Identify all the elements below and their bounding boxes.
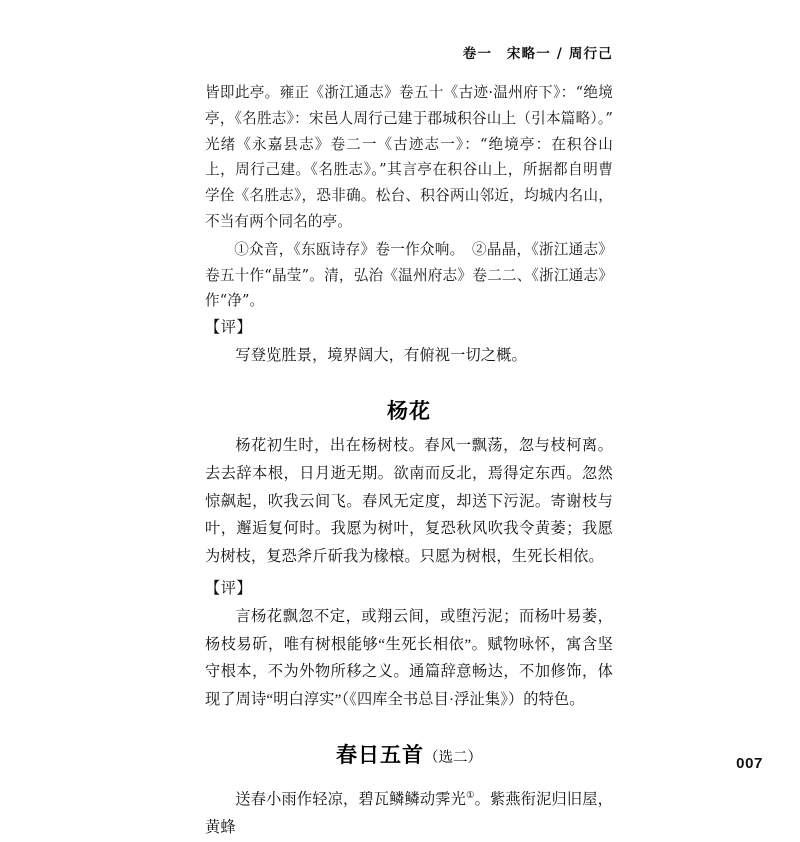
poem-body-chunri-part2: 。紫燕衔泥归旧屋，黄蜂 [205,791,613,837]
poem-body-chunri-part1: 送春小雨作轻凉，碧瓦鳞鳞动霁光 [235,791,467,809]
comment-body-1: 写登览胜景，境界阔大，有俯视一切之概。 [235,346,527,364]
comment-heading-1: 【评】 [205,319,253,337]
title-spacer [205,423,613,432]
footnote-paragraph: ①众音，《东瓯诗存》卷一作众响。 ②晶晶，《浙江通志》卷五十作“晶莹”。清，弘治《温州府志》卷二二、《浙江通志》作“净”。 [205,240,613,310]
poem-title-chunri-main: 春日五首 [336,744,424,768]
footnote-marker-1: ① [466,791,475,802]
text-column [205,80,613,842]
poem-title-yanghua: 杨花 [387,400,431,424]
section-spacer-2 [205,713,613,744]
running-head: 卷一 宋略一 / 周行己 [462,46,613,62]
page-number: 007 [736,755,763,772]
poem-body-chunri [205,786,613,841]
comment-heading-2: 【评】 [205,580,253,598]
title-spacer-2 [205,767,613,786]
poem-title-chunri [205,744,613,767]
section-spacer [205,369,613,400]
comment-body-2: 言杨花飘忽不定，或翔云间，或堕污泥；而杨叶易萎，杨枝易斫，唯有树根能够“生死长相依”。赋物咏怀，寓含坚守根本，不为外物所移之义。通篇辞意畅达，不加修饰，体现了周诗“明白淳实”（《四库全书总目·浮沚集》）的特色。 [205,608,613,708]
poem-title-chunri-sub: （选二） [424,750,482,767]
poem-body-yanghua: 杨花初生时，出在杨树枝。春风一飘荡，忽与枝柯离。去去辞本根，日月逝无期。欲南而反北，焉得定东西。忽然惊飙起，吹我云间飞。春风无定度，却送下污泥。寄谢枝与叶，邂逅复何时。我愿为树叶，复恐秋风吹我令黄萎；我愿为树枝，复恐斧斤斫我为椽榱。只愿为树根，生死长相依。 [205,437,613,565]
annotation-paragraph: 皆即此亭。雍正《浙江通志》卷五十《古迹·温州府下》：“绝境亭，《名胜志》：宋邑人周行己建于郡城积谷山上（引本篇略）。”光绪《永嘉县志》卷二一《古迹志一》：“绝境亭：在积谷山上，周行己建。《名胜志》。”其言亭在积谷山上，所据都自明曹学佺《名胜志》，恐非确。松台、积谷两山邻近，均城内名山，不当有两个同名的亭。 [205,84,613,230]
